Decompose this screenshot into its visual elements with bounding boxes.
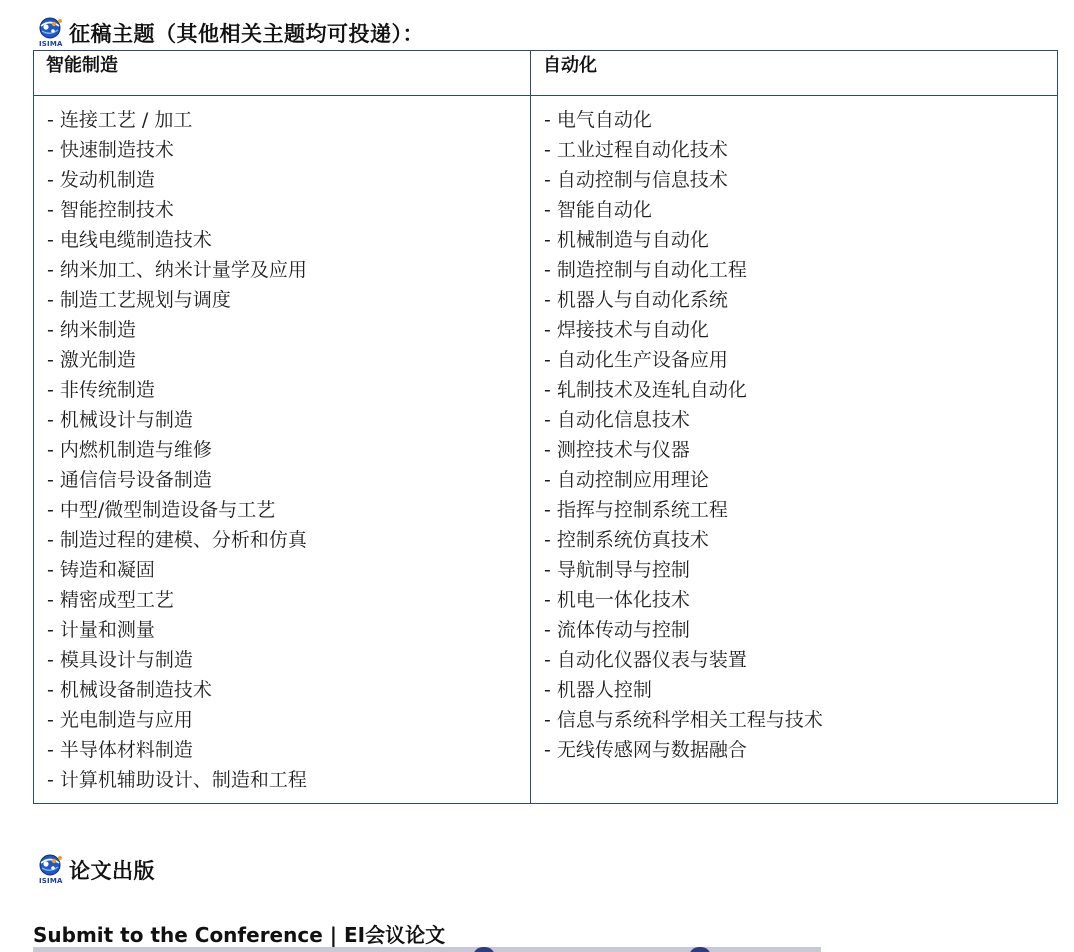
topic-item: - 模具设计与制造 [47, 649, 193, 671]
topic-item: - 自动化生产设备应用 [544, 349, 728, 371]
topic-item: - 自动控制与信息技术 [544, 169, 728, 191]
topics-heading [36, 16, 424, 50]
topic-item: - 工业过程自动化技术 [544, 139, 728, 161]
table-body-row [34, 96, 1058, 804]
topic-item: - 机电一体化技术 [544, 589, 690, 611]
bottom-banner-image [33, 947, 821, 952]
isima-logo-icon [36, 17, 66, 49]
table-header-row [34, 51, 1058, 96]
topic-item: - 制造控制与自动化工程 [544, 259, 747, 281]
topic-item: - 焊接技术与自动化 [544, 319, 709, 341]
topic-item: - 中型/微型制造设备与工艺 [47, 499, 276, 521]
topic-item: - 机械设计与制造 [47, 409, 193, 431]
isima-logo-icon [36, 854, 66, 886]
topic-item: - 信息与系统科学相关工程与技术 [544, 709, 823, 731]
topic-item: - 纳米加工、纳米计量学及应用 [47, 259, 307, 281]
header-automation: 自动化 [531, 51, 1058, 96]
topic-item: - 铸造和凝固 [47, 559, 155, 581]
right-topic-list [531, 96, 1058, 804]
publication-title: 论文出版 [69, 859, 155, 883]
banner-shape [689, 947, 711, 952]
topic-item: - 纳米制造 [47, 319, 136, 341]
topic-item: - 快速制造技术 [47, 139, 174, 161]
topic-item: - 电气自动化 [544, 109, 652, 131]
topic-item: - 测控技术与仪器 [544, 439, 690, 461]
topics-table [33, 50, 1058, 804]
topic-item: - 指挥与控制系统工程 [544, 499, 728, 521]
topic-item: - 无线传感网与数据融合 [544, 739, 747, 761]
submit-conference-text: Submit to the Conference | EI会议论文 [33, 923, 446, 947]
topic-item: - 机器人与自动化系统 [544, 289, 728, 311]
topic-item: - 计算机辅助设计、制造和工程 [47, 769, 307, 791]
topic-item: - 电线电缆制造技术 [47, 229, 212, 251]
logo-text: ISIMA [39, 40, 63, 48]
header-intelligent-manufacturing: 智能制造 [34, 51, 531, 96]
topic-item: - 激光制造 [47, 349, 136, 371]
topic-item: - 轧制技术及连轧自动化 [544, 379, 747, 401]
topic-item: - 流体传动与控制 [544, 619, 690, 641]
topic-item: - 制造过程的建模、分析和仿真 [47, 529, 307, 551]
topic-item: - 制造工艺规划与调度 [47, 289, 231, 311]
topic-item: - 光电制造与应用 [47, 709, 193, 731]
topic-item: - 计量和测量 [47, 619, 155, 641]
topic-item: - 智能控制技术 [47, 199, 174, 221]
left-topic-list [34, 96, 531, 804]
topic-item: - 自动控制应用理论 [544, 469, 709, 491]
topic-item: - 自动化信息技术 [544, 409, 690, 431]
logo-text: ISIMA [39, 877, 63, 885]
topic-item: - 内燃机制造与维修 [47, 439, 212, 461]
banner-shape [473, 947, 495, 952]
topic-item: - 控制系统仿真技术 [544, 529, 709, 551]
topic-item: - 非传统制造 [47, 379, 155, 401]
topics-title: 征稿主题（其他相关主题均可投递）： [69, 22, 424, 46]
topic-item: - 通信信号设备制造 [47, 469, 212, 491]
publication-heading [36, 853, 155, 887]
topic-item: - 智能自动化 [544, 199, 652, 221]
topic-item: - 精密成型工艺 [47, 589, 174, 611]
topic-item: - 自动化仪器仪表与装置 [544, 649, 747, 671]
topic-item: - 机械制造与自动化 [544, 229, 709, 251]
topic-item: - 连接工艺 / 加工 [47, 109, 193, 131]
topic-item: - 机械设备制造技术 [47, 679, 212, 701]
topic-item: - 半导体材料制造 [47, 739, 193, 761]
topic-item: - 导航制导与控制 [544, 559, 690, 581]
topic-item: - 机器人控制 [544, 679, 652, 701]
topic-item: - 发动机制造 [47, 169, 155, 191]
